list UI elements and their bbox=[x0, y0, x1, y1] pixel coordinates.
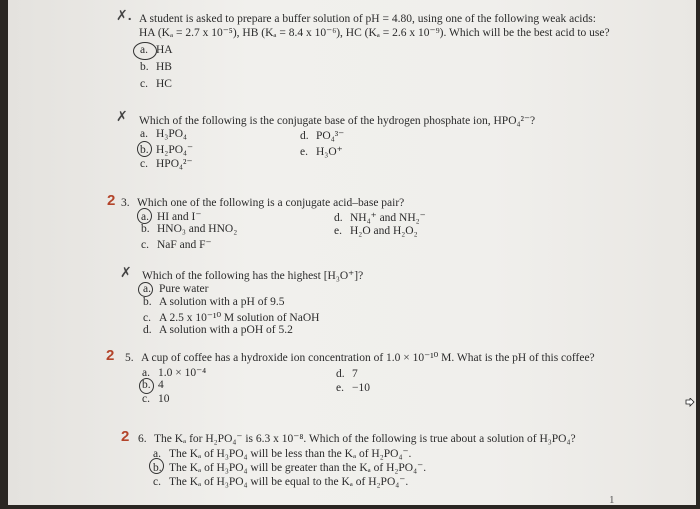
q1-option-a[interactable]: a. HA bbox=[140, 44, 173, 56]
q5-answer-circle bbox=[139, 378, 154, 394]
q2-answer-circle bbox=[137, 141, 152, 157]
q6-option-c[interactable]: c. The Kₐ of H₃PO₄ will be equal to the Kₐ of H₂PO₄⁻. bbox=[153, 476, 409, 488]
grade-mark-q5: 2 bbox=[106, 347, 115, 364]
question-1-stem-line1: A student is asked to prepare a buffer solution of pH = 4.80, using one of the following weak acids: bbox=[139, 13, 596, 25]
grade-mark-q3: 2 bbox=[107, 192, 116, 209]
q1-option-c[interactable]: c. HC bbox=[140, 78, 172, 90]
q6-option-b[interactable]: b. The Kₐ of H₃PO₄ will be greater than the Kₐ of H₂PO₄⁻. bbox=[153, 462, 427, 474]
q4-option-c[interactable]: c. A 2.5 x 10⁻¹⁰ M solution of NaOH bbox=[143, 312, 320, 324]
q5-option-a[interactable]: a. 1.0 × 10⁻⁴ bbox=[142, 367, 207, 379]
question-4-stem: Which of the following has the highest [H₃O⁺]? bbox=[142, 270, 364, 282]
q4-answer-circle bbox=[138, 282, 153, 297]
q1-option-b[interactable]: b. HB bbox=[140, 61, 172, 73]
wrong-mark-q2: ✗ bbox=[116, 108, 128, 124]
worksheet-page bbox=[8, 0, 696, 505]
q4-option-a[interactable]: a. Pure water bbox=[143, 283, 209, 295]
q5-option-e[interactable]: e. −10 bbox=[336, 382, 370, 394]
page-mark: 1 bbox=[609, 494, 615, 506]
q3-option-b[interactable]: b. HNO₃ and HNO₂ bbox=[141, 223, 238, 235]
q4-option-b[interactable]: b. A solution with a pH of 9.5 bbox=[143, 296, 285, 308]
question-6-stem: 6. The Kₐ for H₂PO₄⁻ is 6.3 x 10⁻⁸. Which of the following is true about a solution of H₃PO₄? bbox=[138, 433, 576, 445]
question-5-stem: 5. A cup of coffee has a hydroxide ion concentration of 1.0 × 10⁻¹⁰ M. What is the pH of this coffee? bbox=[125, 352, 595, 364]
q3-option-e[interactable]: e. H₂O and H₂O₂ bbox=[334, 225, 418, 237]
q6-answer-circle bbox=[149, 458, 164, 474]
question-2-stem: Which of the following is the conjugate base of the hydrogen phosphate ion, HPO₄²⁻? bbox=[139, 115, 536, 127]
q3-option-d[interactable]: d. NH₄⁺ and NH₂⁻ bbox=[334, 212, 426, 224]
wrong-mark-q4: ✗ bbox=[120, 264, 132, 280]
q3-answer-circle bbox=[137, 208, 152, 224]
q3-option-a[interactable]: a. HI and I⁻ bbox=[141, 211, 202, 223]
q6-option-a[interactable]: a. The Kₐ of H₃PO₄ will be less than the Kₐ of H₂PO₄⁻. bbox=[153, 448, 412, 460]
q2-option-d[interactable]: d. PO₄³⁻ bbox=[300, 130, 345, 142]
q2-option-c[interactable]: c. HPO₄²⁻ bbox=[140, 158, 193, 170]
wrong-mark-q1: ✗. bbox=[116, 7, 132, 23]
question-1-stem-line2: HA (Kₐ = 2.7 x 10⁻⁵), HB (Kₐ = 8.4 x 10⁻⁶), HC (Kₐ = 2.6 x 10⁻⁹). Which will be the best acid to use? bbox=[139, 27, 610, 39]
question-3-stem: 3. Which one of the following is a conjugate acid–base pair? bbox=[121, 197, 405, 209]
q4-option-d[interactable]: d. A solution with a pOH of 5.2 bbox=[143, 324, 293, 336]
grade-mark-q6: 2 bbox=[121, 428, 130, 445]
q5-option-d[interactable]: d. 7 bbox=[336, 368, 358, 380]
q2-option-b[interactable]: b. H₂PO₄⁻ bbox=[140, 144, 194, 156]
pointer-cursor-icon bbox=[685, 398, 695, 408]
q5-option-b[interactable]: b. 4 bbox=[142, 379, 164, 391]
q5-option-c[interactable]: c. 10 bbox=[142, 393, 170, 405]
q2-option-e[interactable]: e. H₃O⁺ bbox=[300, 146, 343, 158]
question-1 bbox=[139, 12, 610, 40]
q2-option-a[interactable]: a. H₃PO₄ bbox=[140, 128, 188, 140]
q1-answer-circle bbox=[133, 42, 157, 60]
q3-option-c[interactable]: c. NaF and F⁻ bbox=[141, 239, 212, 251]
